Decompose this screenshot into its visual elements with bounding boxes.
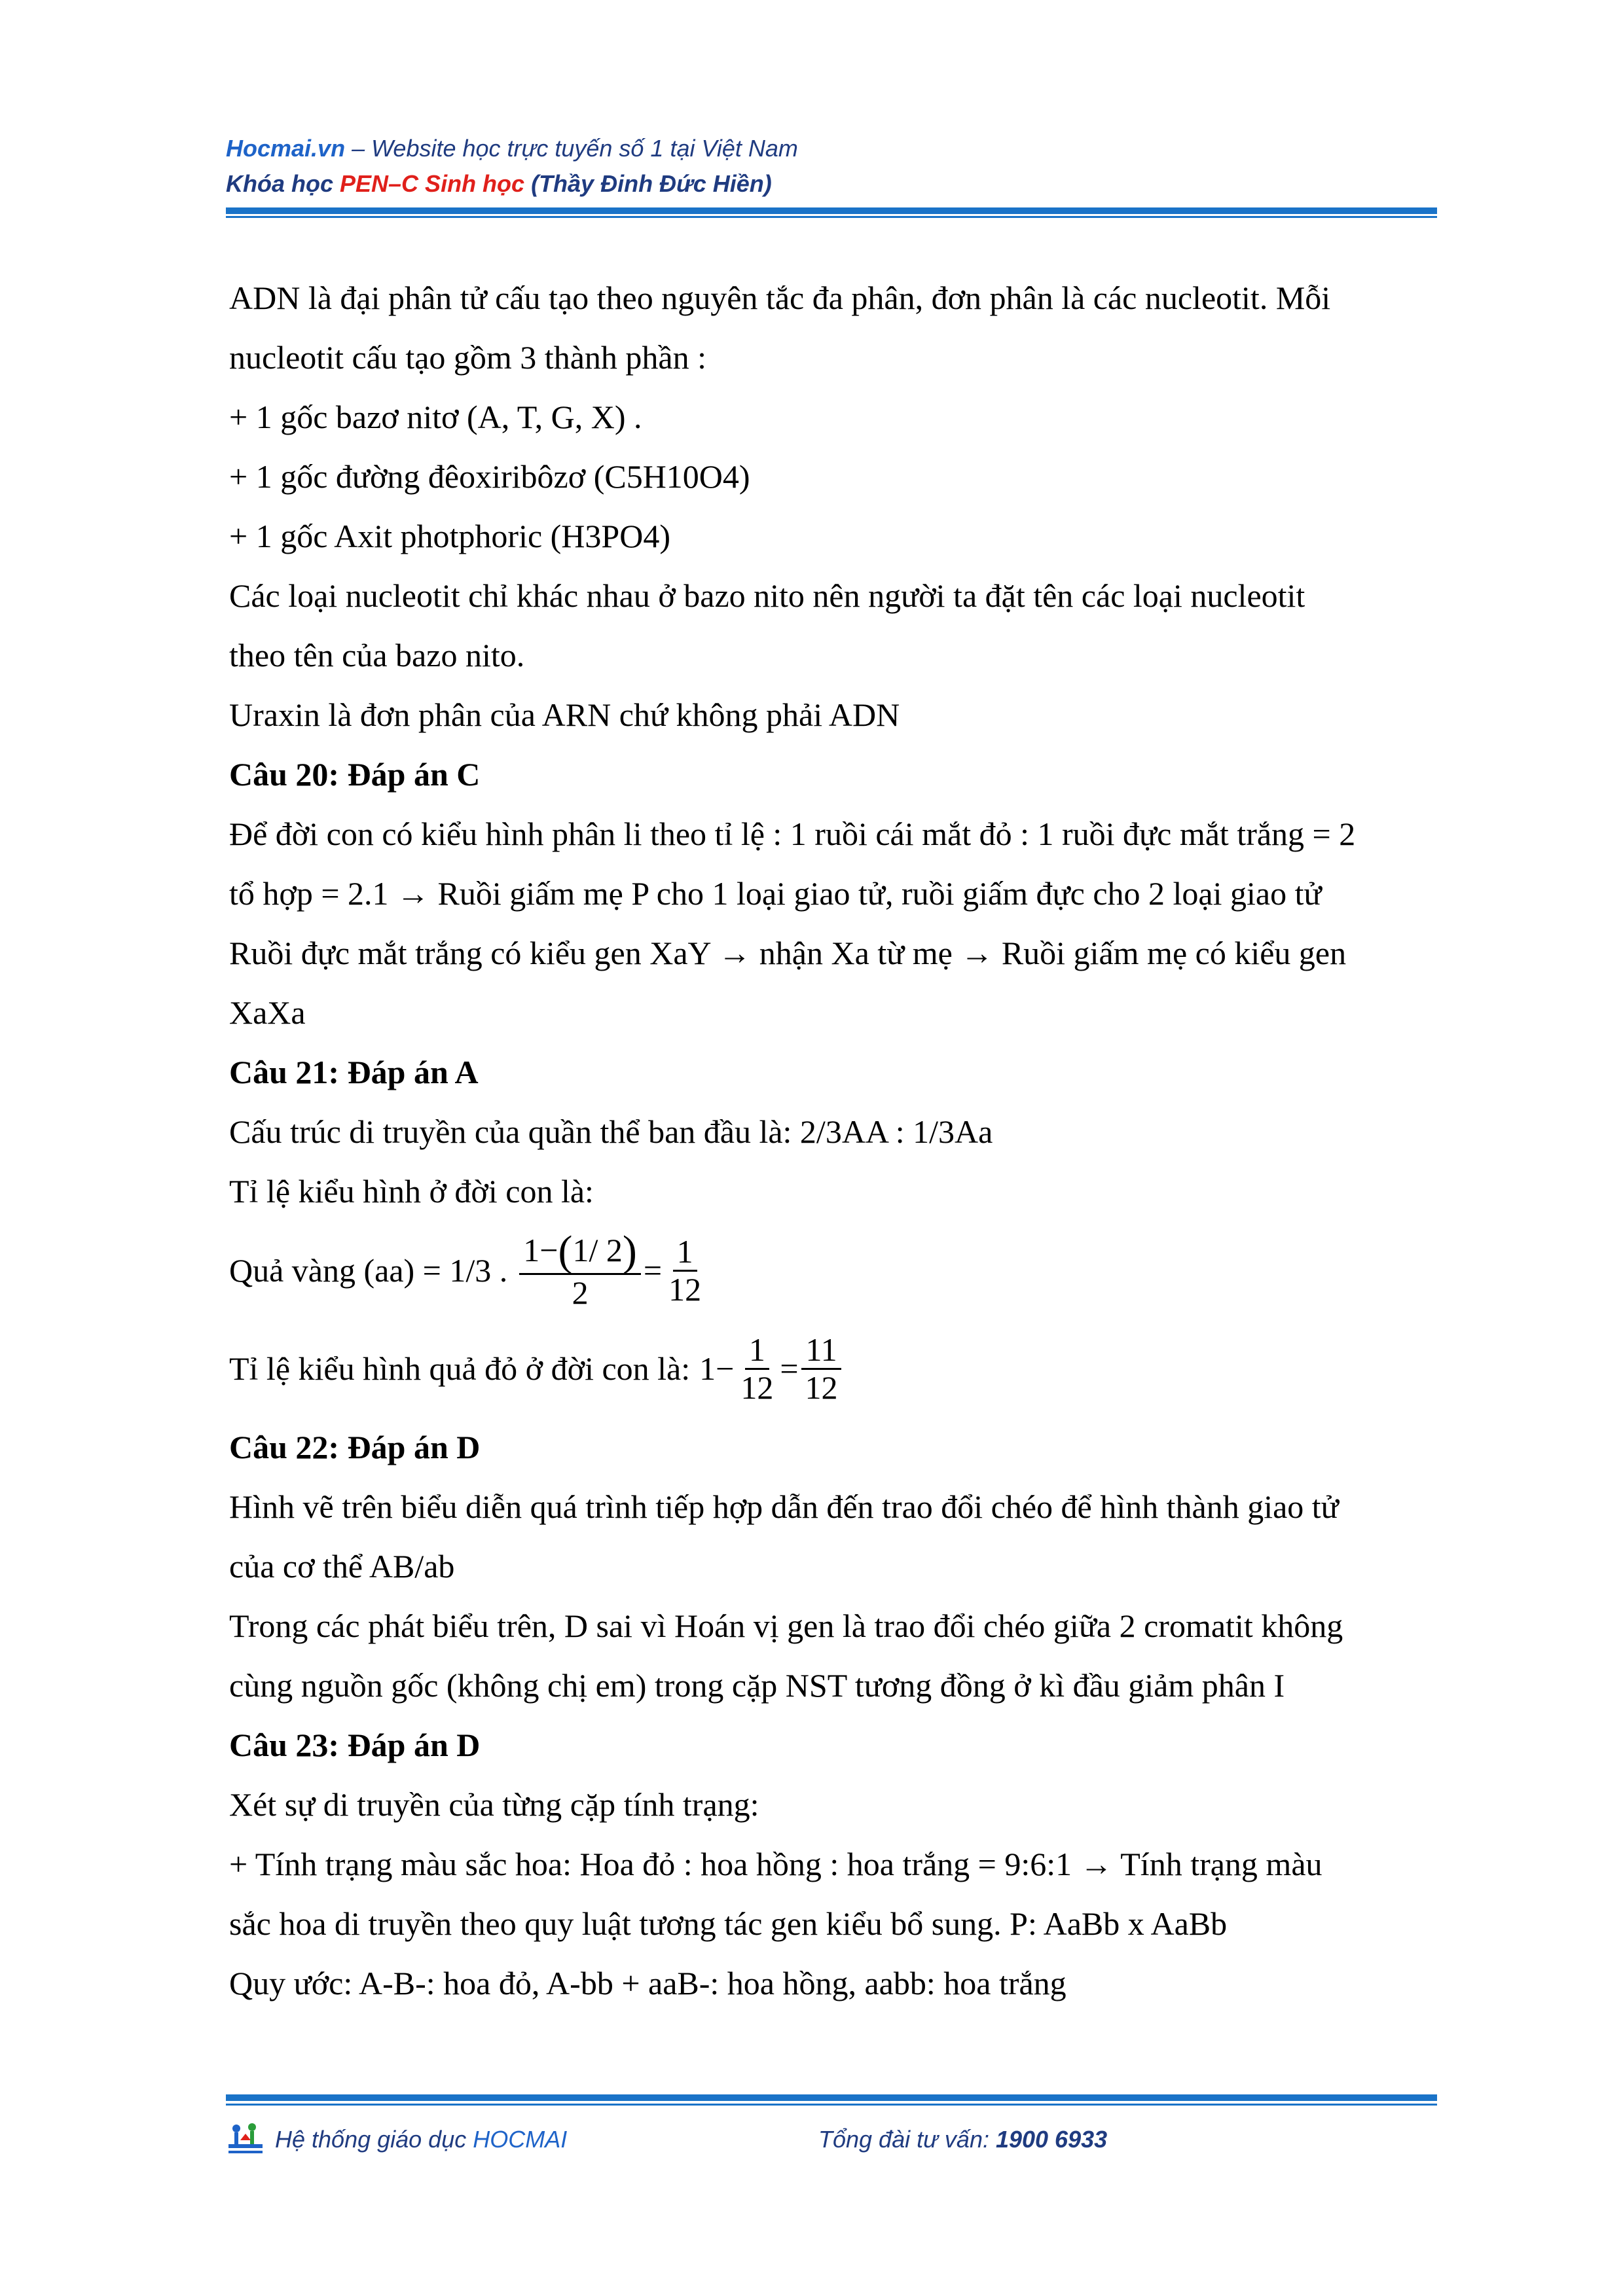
paragraph: Cấu trúc di truyền của quần thể ban đầu là: 2/3AA : 1/3Aa: [229, 1113, 993, 1150]
paragraph: của cơ thể AB/ab: [229, 1548, 455, 1585]
paragraph: Quy ước: A-B-: hoa đỏ, A-bb + aaB-: hoa hồng, aabb: hoa trắng: [229, 1965, 1067, 2001]
paragraph: Các loại nucleotit chỉ khác nhau ở bazo nito nên người ta đặt tên các loại nucleotit: [229, 577, 1305, 614]
question-heading-20: Câu 20: Đáp án C: [229, 756, 481, 793]
question-heading-21: Câu 21: Đáp án A: [229, 1054, 479, 1090]
hocmai-logo-icon: [226, 2121, 265, 2161]
header-line-site: [226, 131, 1437, 166]
paragraph: + 1 gốc Axit photphoric (H3PO4): [229, 518, 670, 554]
math-result-fraction: $\frac{11}{12}$: [801, 1332, 842, 1406]
page-footer: [226, 2121, 1437, 2160]
paragraph: Trong các phát biểu trên, D sai vì Hoán vị gen là trao đổi chéo giữa 2 cromatit không: [229, 1607, 1343, 1644]
footer-hotline: Tổng đài tư vấn: 1900 6933: [818, 2126, 1108, 2153]
footer-rule-thick: [226, 2094, 1437, 2101]
paragraph: Ruồi đực mắt trắng có kiểu gen XaY → nhận Xa từ mẹ → Ruồi giấm mẹ có kiểu gen: [229, 935, 1347, 971]
course-teacher: (Thầy Đinh Đức Hiền): [524, 170, 772, 197]
math-red-fruit: [229, 1319, 1434, 1418]
paragraph: + 1 gốc bazơ nitơ (A, T, G, X) .: [229, 399, 642, 435]
paragraph: ADN là đại phân tử cấu tạo theo nguyên tắc đa phân, đơn phân là các nucleotit. Mỗi: [229, 279, 1331, 316]
course-name: PEN–C Sinh học: [340, 170, 525, 197]
paragraph: Uraxin là đơn phân của ARN chứ không phải ADN: [229, 696, 900, 733]
math-prefix: Tỉ lệ kiểu hình quả đỏ ở đời con là:: [229, 1350, 691, 1387]
paragraph: Xét sự di truyền của từng cặp tính trạng:: [229, 1786, 759, 1823]
footer-system-text: Hệ thống giáo dục HOCMAI: [275, 2126, 568, 2153]
header-line-course: [226, 166, 1437, 202]
paragraph: theo tên của bazo nito.: [229, 637, 525, 673]
math-numerator: 1−(1/ 2): [519, 1230, 641, 1275]
paragraph: sắc hoa di truyền theo quy luật tương tác gen kiểu bổ sung. P: AaBb x AaBb: [229, 1905, 1228, 1942]
math-one-minus: 1−: [699, 1350, 735, 1387]
question-heading-22: Câu 22: Đáp án D: [229, 1429, 481, 1465]
paragraph: Tỉ lệ kiểu hình ở đời con là:: [229, 1173, 594, 1210]
math-equals: =: [780, 1350, 799, 1387]
document-body: [229, 268, 1434, 2013]
paragraph: nucleotit cấu tạo gồm 3 thành phần :: [229, 339, 706, 376]
math-fraction: $\frac{1}{12}$: [740, 1331, 774, 1406]
course-prefix: Khóa học: [226, 170, 340, 197]
math-fraction: [519, 1227, 641, 1311]
math-equals: =: [643, 1252, 663, 1289]
paragraph: cùng nguồn gốc (không chị em) trong cặp NST tương đồng ở kì đầu giảm phân I: [229, 1667, 1285, 1704]
paragraph: Hình vẽ trên biểu diễn quá trình tiếp hợp dẫn đến trao đổi chéo để hình thành giao tử: [229, 1488, 1339, 1525]
math-prefix: Quả vàng (aa) = 1/3 .: [229, 1252, 508, 1289]
paragraph: + Tính trạng màu sắc hoa: Hoa đỏ : hoa hồng : hoa trắng = 9:6:1 → Tính trạng màu: [229, 1846, 1322, 1882]
paragraph: tổ hợp = 2.1 → Ruồi giấm mẹ P cho 1 loại giao tử, ruồi giấm đực cho 2 loại giao tử: [229, 875, 1322, 912]
header-rule-thin: [226, 216, 1437, 218]
footer-brand: HOCMAI: [473, 2126, 568, 2153]
paragraph: Để đời con có kiểu hình phân li theo tỉ lệ : 1 ruồi cái mắt đỏ : 1 ruồi đực mắt trắng = 2: [229, 816, 1356, 852]
question-heading-23: Câu 23: Đáp án D: [229, 1727, 481, 1763]
paragraph: + 1 gốc đường đêoxiribôzơ (C5H10O4): [229, 458, 750, 495]
math-result-fraction: $\frac{1}{12}$: [668, 1232, 702, 1308]
math-yellow-fruit: [229, 1221, 1434, 1319]
site-tagline: – Website học trực tuyến số 1 tại Việt Nam: [345, 135, 798, 162]
site-name: Hocmai.vn: [226, 135, 346, 162]
footer-rule-thin: [226, 2104, 1437, 2106]
math-denominator: 2: [572, 1274, 589, 1311]
page-header: [226, 131, 1437, 202]
header-rule-thick: [226, 207, 1437, 214]
paragraph: XaXa: [229, 994, 306, 1031]
hotline-number: 1900 6933: [995, 2126, 1108, 2153]
